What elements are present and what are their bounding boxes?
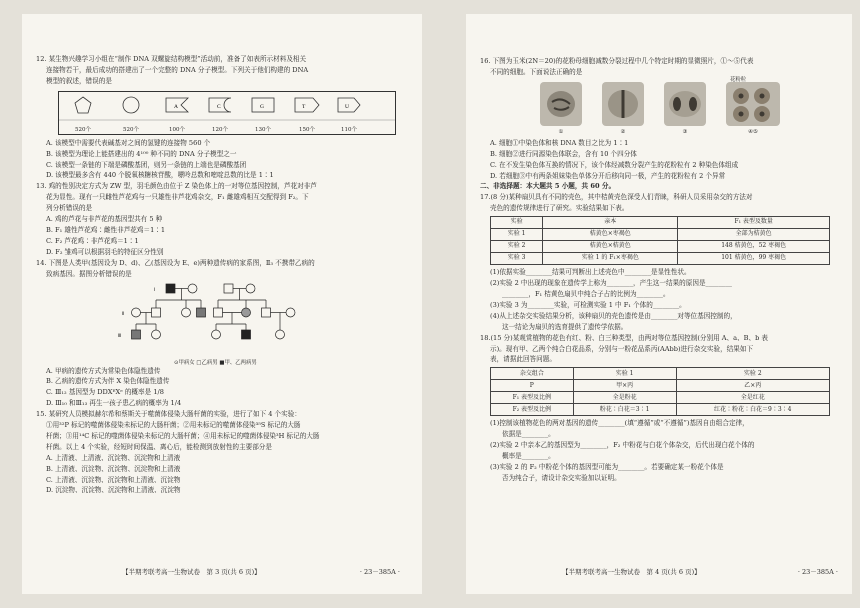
question-text: 17.(8 分)某种扇贝具有不同的壳色，其中桔黄壳色深受人们青睐，科研人员采用杂交的方法对 [480,193,753,202]
base-t-shape [295,98,319,112]
pedigree-affected-male [166,284,175,293]
shape-letter: C [217,103,221,110]
answer-option: B. 细胞②进行同源染色体联会，含有 10 个四分体 [490,149,637,158]
question-text: 12. 某生物兴趣学习小组在“制作 DNA 双螺旋结构模型”活动前，准备了如表所示材料及相关 [36,55,307,63]
page-code: · 23－385A · [359,568,400,576]
answer-option: B. 乙病的遗传方式为伴 X 染色体隐性遗传 [46,377,170,386]
answer-option: D. F₂ 雏鸡可以根据羽毛的特征区分性别 [46,247,164,256]
table-cell: F₁ 表型及比例 [491,392,574,404]
table-header: 实验 1 [573,368,676,380]
material-count: 520个 [123,126,139,133]
answer-option: B. 上清液、沉淀物、沉淀物、沉淀物和上清液 [46,464,181,473]
answer-option: C. 上清液、沉淀物、沉淀物和上清液、沉淀物 [46,475,181,484]
table-cell: 实验 3 [491,253,543,265]
table-header: F₁ 表型及数量 [678,217,830,229]
sub-question: (1)控制该植物花色的两对基因的遗传________(填“遵循”或“不遵循”)基因自由组合定律， [490,419,749,428]
table-row [491,380,830,392]
question-15 [36,409,406,496]
answer-option: A. 细胞①中染色体和核 DNA 数目之比为 1∶1 [490,138,629,147]
answer-option: A. 鸡的芦花与非芦花的基因型共有 5 种 [46,215,163,224]
answer-option: C. Ⅲ₁₂ 基因型为 DDXᴱXᵉ 的概率是 1/8 [46,388,164,397]
table-cell: 粉花∶白花＝3∶1 [573,404,676,416]
question-text: ①用³²P 标记的噬菌体侵染未标记的大肠杆菌；②用未标记的噬菌体侵染³⁵S 标记的大肠 [46,421,301,430]
shape-letter: T [302,103,306,110]
answer-option: C. 在不发生染色体互换的情况下，该个体经减数分裂产生的花粉粒有 2 种染色体组成 [490,160,739,169]
question-text: 模型的叙述，错误的是 [46,76,112,85]
table-row [491,253,830,265]
question-17 [480,192,840,332]
sub-question: (4)从上述杂交实验结果分析，该种扇贝的壳色遗传是由________对等位基因控制的， [490,311,737,320]
pedigree-affected-female [242,308,251,317]
sub-question: (2)实验 2 中出现的现象在遗传学上称为________，产生这一结果的原因是________ [490,279,732,288]
pedigree-affected-male [197,308,206,317]
table-row [491,241,830,253]
answer-option: D. 该模型最多含有 440 个脱氧核糖核苷酸，嘌呤总数和嘧啶总数的比是 1∶1 [46,171,274,180]
micrograph-cell [664,82,706,135]
flower-color-table [490,367,830,416]
shape-letter: G [260,103,264,110]
pedigree-affected-male [132,330,141,339]
exam-page-4 [466,14,852,594]
answer-option: D. 若细胞③中有两条姐妹染色单体分开后移向同一极，产生的花粉粒有 2 个异常 [490,171,726,180]
pedigree-female [188,284,197,293]
pedigree-female [152,330,161,339]
answer-option: D. Ⅲ₁₀ 和Ⅲ₁₃ 再生一孩子患乙病的概率为 1/4 [46,399,182,408]
pedigree-female [246,284,255,293]
table-cell: 全是红花 [676,392,829,404]
pedigree-female [212,330,221,339]
sub-question: ________，F₁ 桔黄色扇贝中纯合子占的比例为________。 [502,289,670,298]
material-count: 130个 [255,126,271,133]
answer-option: C. F₂ 芦花鸡∶非芦花鸡＝1∶1 [46,236,139,245]
table-cell: F₂ 表型及比例 [491,404,574,416]
pedigree-male [224,284,233,293]
table-cell: 148 桔黄色，52 枣褐色 [678,241,830,253]
pedigree-svg [96,282,326,354]
section-heading: 二、非选择题：本大题共 5 小题，共 60 分。 [480,182,616,191]
question-text: 14. 下图是人类甲(基因设为 D、d)、乙(基因设为 E、e)两种遗传病的家系图，Ⅱ₃ 不携带乙病的 [36,258,315,267]
answer-option: D. 沉淀物、沉淀物、沉淀物和上清液、沉淀物 [46,486,181,495]
answer-option: A. 甲病的遗传方式为常染色体隐性遗传 [46,366,161,375]
sub-question: (3)实验 3 为________实验，可检测实验 1 中 F₁ 个体的________。 [490,300,686,309]
dna-model-materials-figure [58,91,396,135]
table-cell: 实验 1 的 F₁×枣褐色 [543,253,678,265]
question-12 [36,54,406,181]
material-count: 520个 [75,126,91,133]
question-text: 致病基因。据图分析错误的是 [46,269,132,278]
question-text: 18.(15 分)某观赏植物的花色有红、粉、白三种类型，由两对等位基因控制(分别用 A、a、B、b 表 [480,333,769,342]
table-cell: P [491,380,574,392]
pedigree-female [132,308,141,317]
exam-page-3 [22,14,422,594]
question-13 [36,181,406,257]
question-14 [36,258,406,409]
table-cell: 甲×丙 [573,380,676,392]
question-text: 列分析错误的是 [46,204,93,213]
answer-option: B. F₁ 雄性芦花鸡∶雌性非芦花鸡＝1∶1 [46,225,166,234]
question-text: 不同的细胞。下面说法正确的是 [490,67,583,76]
table-header: 亲本 [543,217,678,229]
sub-question: 概率是________。 [502,452,555,461]
pedigree-chart [96,282,326,366]
table-cell: 全部为桔黄色 [678,229,830,241]
answer-option: A. 上清液、上清液、沉淀物、沉淀物和上清液 [46,453,181,462]
question-text: 表，请据此回答问题。 [490,355,556,364]
phosphate-circle-shape [123,97,139,113]
sub-question: 这一结论为扇贝的选育提供了遗传学依据。 [502,322,628,331]
material-count: 150个 [299,126,315,133]
base-u-shape [338,98,360,112]
micrograph-cell [726,82,780,135]
page-code: · 23－385A · [797,568,838,576]
table-cell: 实验 1 [491,229,543,241]
question-text: 杆菌。以上 4 个实验，经短时间保温、离心后，能检测到放射性的主要部分是 [46,442,272,451]
table-header-row [491,368,830,380]
question-text: 13. 鸡的性别决定方式为 ZW 型，羽毛颜色由位于 Z 染色体上的一对等位基因控制，芦花对非芦 [36,182,317,191]
shape-letter: U [345,103,349,110]
question-text: 16. 下图为玉米(2N＝20)的花粉母细胞减数分裂过程中几个特定时期的显微照片，①～⑤代表 [480,57,754,65]
material-count: 100个 [169,126,185,133]
question-text: 杆菌；③用¹⁴C 标记的噬菌体侵染未标记的大肠杆菌；④用未标记的噬菌体侵染³H 标记的大肠 [46,431,320,440]
table-row [491,404,830,416]
pedigree-female [182,308,191,317]
table-header: 杂交组合 [491,368,574,380]
question-text: 连接物若干，最后成功的搭建出了一个完整的 DNA 分子模型。下列关于他们构建的 DNA [46,65,309,74]
table-cell: 桔黄色×桔黄色 [543,241,678,253]
shape-letter: A [174,103,178,110]
shell-color-table [490,216,830,265]
table-cell: 桔黄色×枣褐色 [543,229,678,241]
question-text: 15. 某研究人员模拟赫尔希和蔡斯关于噬菌体侵染大肠杆菌的实验，进行了如下 4 个实验： [36,410,301,419]
table-header: 实验 [491,217,543,229]
pedigree-legend: ⊙甲病女 □乙病男 ■甲、乙两病男 [174,359,257,366]
cell-number: ③ [682,128,688,135]
table-header: 实验 2 [676,368,829,380]
table-cell: 实验 2 [491,241,543,253]
pedigree-affected-male [242,330,251,339]
meiosis-micrographs [540,76,800,135]
table-row [491,392,830,404]
svg-text:Ⅱ: Ⅱ [122,311,125,317]
question-text: 示)。现有甲、乙两个纯合白花品系，分别与一粉花品系丙(AAbb)进行杂交实验，结果如下 [490,344,754,353]
pedigree-male [262,308,271,317]
sub-question: (2)实验 2 中亲本乙的基因型为________，F₂ 中粉花与白花个体杂交，后代出现白花个体的 [490,441,755,450]
material-count: 110个 [341,126,357,133]
cell-number: ① [558,128,564,135]
table-cell: 乙×丙 [676,380,829,392]
pedigree-male [214,308,223,317]
sub-question: (3)实验 2 的 F₂ 中粉花个体的基因型可能为________。若要确定某一粉花个体是 [490,462,724,471]
answer-option: C. 该模型一条链的下端是磷酸基团，则另一条链的上端也是磷酸基团 [46,160,247,169]
micrograph-cell [540,82,582,135]
question-text: 壳色的遗传规律进行了研究。实验结果如下表。 [490,204,629,213]
cell-number: ④⑤ [748,128,758,135]
page-footer: 【半期考联考高一生物试卷 第 3 页(共 6 页)】 [122,568,261,576]
table-cell: 全是粉花 [573,392,676,404]
pollen-caption: 花粉粒 [730,76,747,83]
svg-text:Ⅲ: Ⅲ [118,333,122,339]
pedigree-female [286,308,295,317]
answer-option: A. 该模型中需要代表碱基对之间的氢键的连接物 560 个 [46,138,211,147]
table-cell: 红花∶粉花∶白花＝9∶3∶4 [676,404,829,416]
pedigree-female [276,330,285,339]
question-16 [480,56,840,181]
table-cell: 101 桔黄色，99 枣褐色 [678,253,830,265]
question-18 [480,333,840,484]
micrograph-cell [602,82,644,135]
sub-question: 依据是________。 [502,430,555,439]
page-footer: 【半期考联考高一生物试卷 第 4 页(共 6 页)】 [562,568,701,576]
table-header-row [491,217,830,229]
answer-option: B. 该模型为理论上能搭建出的 4¹⁰⁰ 种不同的 DNA 分子模型之一 [46,149,237,158]
sub-question: 否为纯合子，请设计杂交实验加以证明。 [502,473,621,482]
question-text: 花为显性。现有一只雌性芦花鸡与一只雄性非芦花鸡杂交，F₁ 雌雄鸡相互交配得到 F₂。下 [46,193,309,202]
deoxyribose-pentagon-shape [75,97,91,113]
table-row [491,229,830,241]
svg-text:Ⅰ: Ⅰ [154,287,156,293]
sub-question: (1)依据实验________结果可判断出上述壳色中________是显性性状。 [490,268,691,277]
cell-number: ② [620,128,626,135]
material-count: 120个 [212,126,228,133]
pedigree-male [152,308,161,317]
